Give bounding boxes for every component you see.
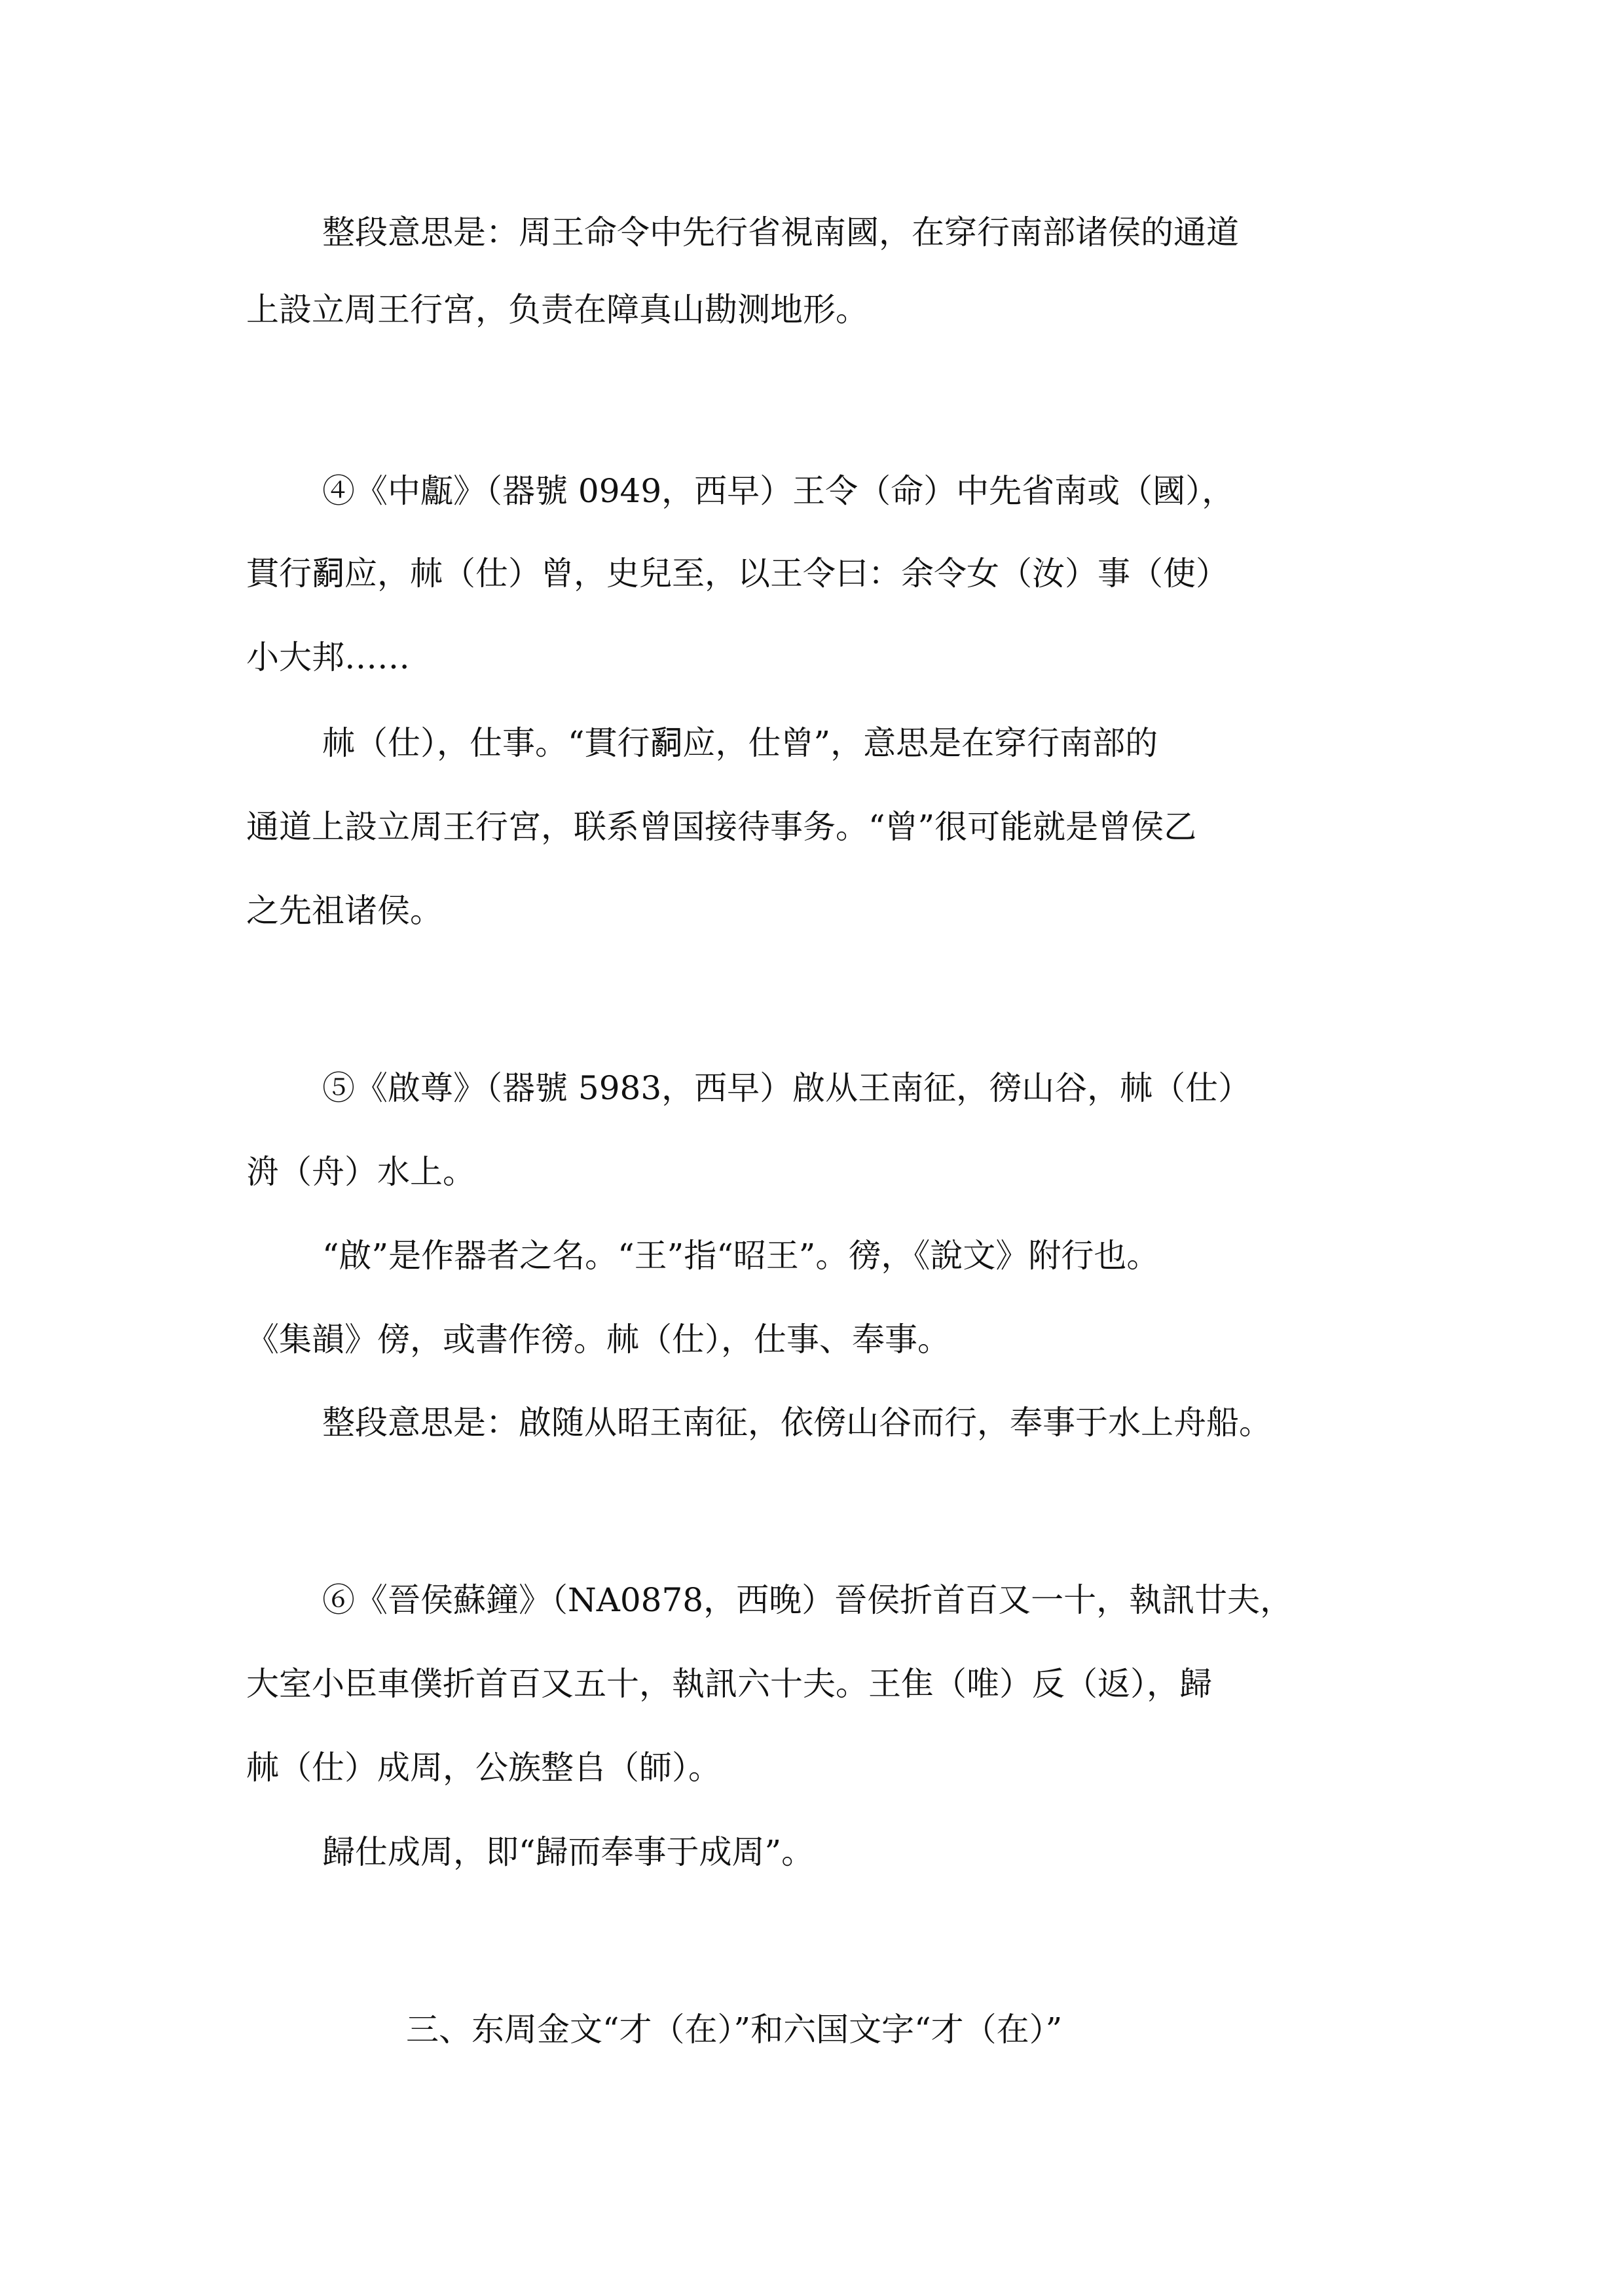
paragraph-line: ④《中甗》（器號 0949，西早）王令（命）中先省南或（國）， <box>322 472 1235 510</box>
paragraph-line: 𣏟（仕），仕事。“貫行𤔲应，仕曾”，意思是在穿行南部的 <box>322 724 1158 762</box>
paragraph-line: 《集韻》傍，或書作徬。𣏟（仕），仕事、奉事。 <box>246 1321 950 1358</box>
paragraph-line: 小大邦…… <box>246 638 410 676</box>
paragraph-line: 通道上設立周王行宮，联系曾国接待事务。“曾”很可能就是曾侯乙 <box>246 808 1197 846</box>
paragraph-line: 大室小臣車僕折首百又五十，執訊六十夫。王隹（唯）反（返），歸 <box>246 1665 1212 1703</box>
paragraph-line: 𣏟（仕）成周，公族整𠂤（師）。 <box>246 1749 721 1787</box>
paragraph-line: ⑤《啟尊》（器號 5983，西早）啟从王南征，徬山谷，𣏟（仕） <box>322 1069 1251 1107</box>
paragraph-line: ⑥《晉侯蘇鐘》（NA0878，西晚）晉侯折首百又一十，執訊廿夫， <box>322 1581 1293 1619</box>
paragraph-line: 洀（舟）水上。 <box>246 1153 475 1191</box>
paragraph-line: 整段意思是：啟随从昭王南征，依傍山谷而行，奉事于水上舟船。 <box>322 1404 1272 1442</box>
paragraph-line: “啟”是作器者之名。“王”指“昭王”。徬，《說文》附行也。 <box>322 1237 1160 1275</box>
paragraph-line: 上設立周王行宮，负责在障真山勘测地形。 <box>246 291 868 329</box>
paragraph-line: 之先祖诸侯。 <box>246 892 443 930</box>
section-heading: 三、东周金文“才（在）”和六国文字“才（在）” <box>406 2011 1063 2049</box>
paragraph-line: 整段意思是：周王命令中先行省視南國，在穿行南部诸侯的通道 <box>322 213 1239 251</box>
paragraph-line: 貫行𤔲应，𣏟（仕）曾，史兒至，以王令曰：余令女（汝）事（使） <box>246 555 1228 592</box>
paragraph-line: 歸仕成周，即“歸而奉事于成周”。 <box>322 1833 815 1871</box>
